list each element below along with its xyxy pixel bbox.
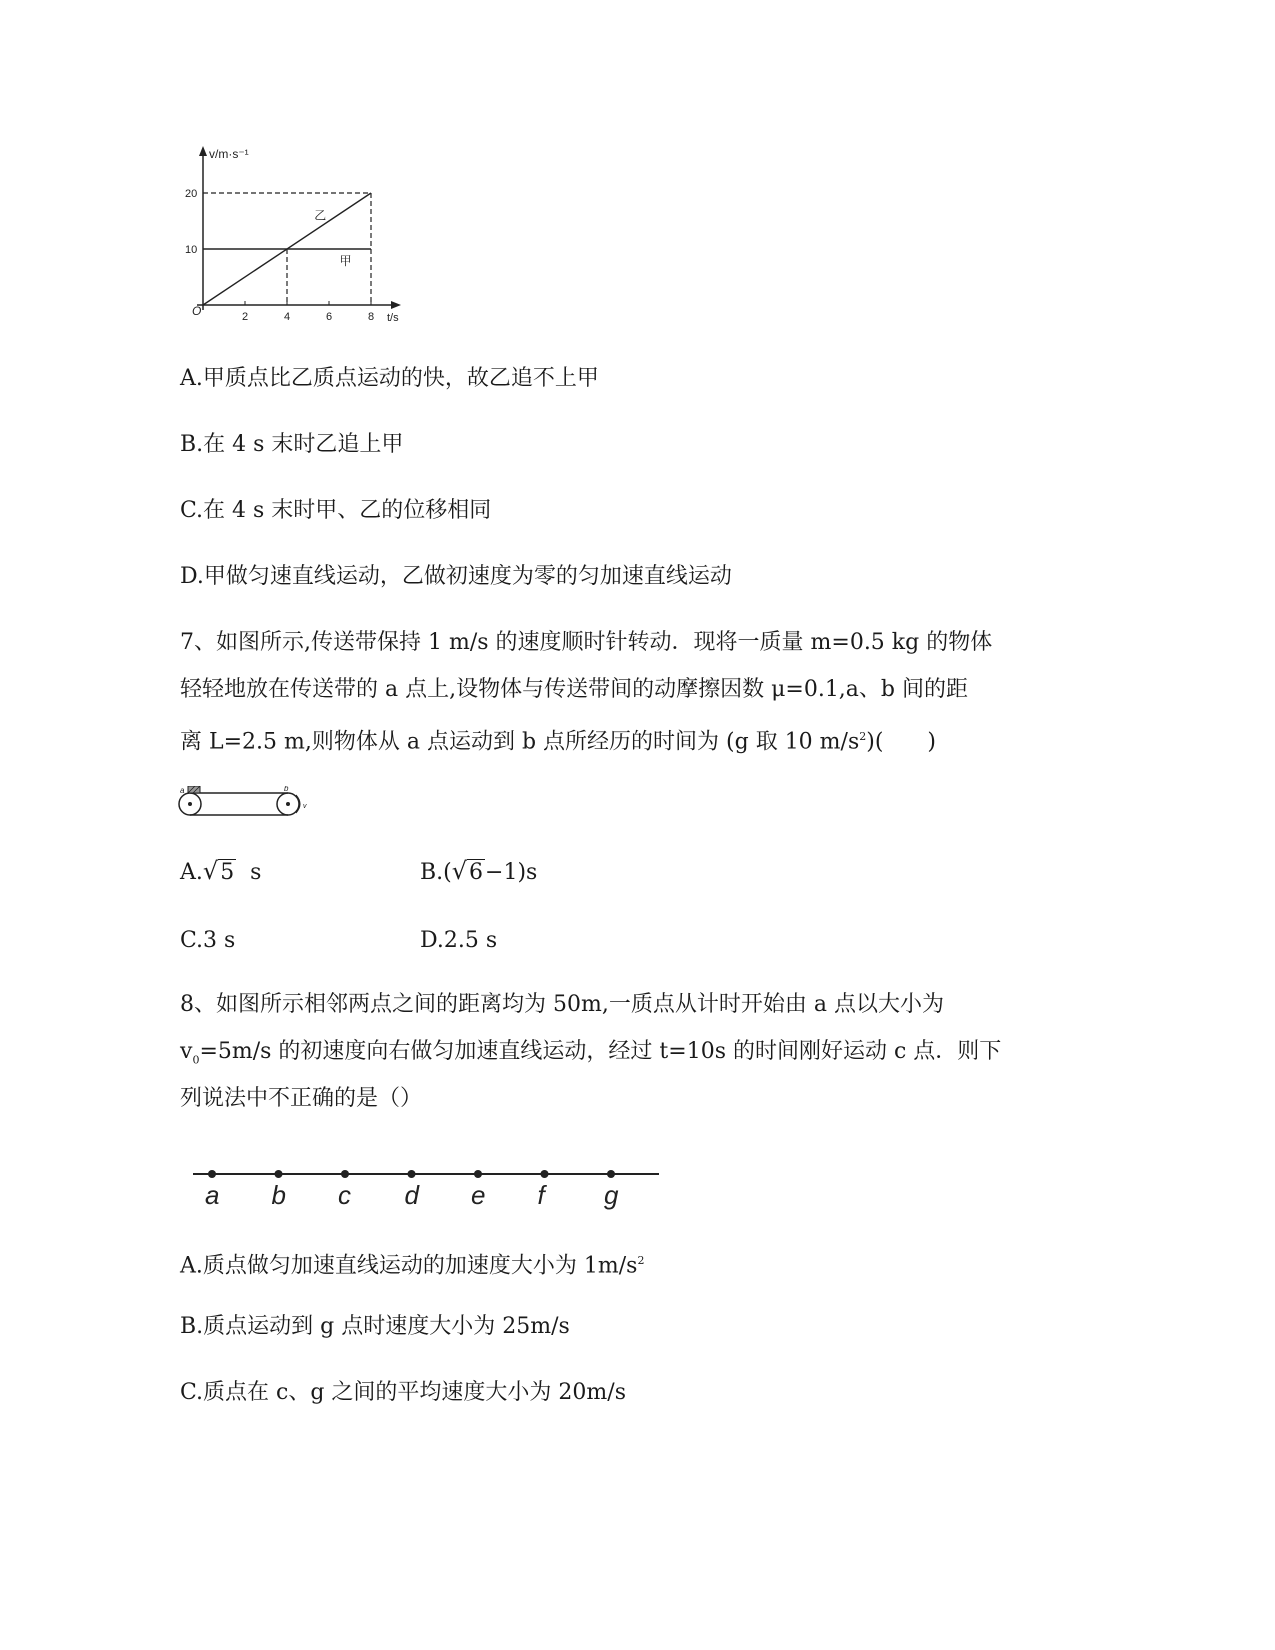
q7-option-b-suffix: −1)s bbox=[485, 860, 538, 885]
point-f bbox=[541, 1170, 549, 1178]
q7-stem-line3 bbox=[180, 722, 936, 757]
q6-option-b: B.在 4 s 末时乙追上甲 bbox=[180, 432, 404, 457]
y-axis-label: v/m·s⁻¹ bbox=[209, 147, 249, 161]
q7-option-c: C.3 s bbox=[180, 928, 236, 953]
right-pulley-axle bbox=[286, 802, 290, 806]
x-tick-label: 6 bbox=[326, 311, 333, 323]
point-b bbox=[275, 1170, 283, 1178]
point-label-d: d bbox=[404, 1180, 419, 1210]
point-label-c: c bbox=[338, 1180, 351, 1210]
series-label-jia: 甲 bbox=[339, 254, 352, 268]
q7-stem-line3-text: 离 L=2.5 m,则物体从 a 点运动到 b 点所经历的时间为 (g 取 10 m/s bbox=[180, 729, 860, 755]
q7-stem-line3-end: )( ) bbox=[866, 729, 936, 755]
sqrt-symbol: √6 bbox=[451, 857, 484, 885]
point-e bbox=[474, 1170, 482, 1178]
y-axis-arrow bbox=[199, 146, 207, 156]
q6-option-d: D.甲做匀速直线运动，乙做初速度为零的匀加速直线运动 bbox=[180, 564, 732, 589]
q8-stem-line2 bbox=[180, 1037, 1001, 1075]
q7-option-b-prefix: B.( bbox=[420, 860, 452, 885]
q7-option-a bbox=[180, 856, 261, 888]
q7-option-a-radicand: 5 bbox=[220, 860, 235, 885]
y-tick-label: 10 bbox=[185, 244, 198, 256]
q7-superscript: 2 bbox=[859, 730, 867, 743]
q8-option-a bbox=[180, 1246, 644, 1281]
q8-stem-line2-text: =5m/s 的初速度向右做匀加速直线运动，经过 t=10s 的时间刚好运动 c 点．则下 bbox=[199, 1039, 1002, 1064]
q8-stem-line3: 列说法中不正确的是（） bbox=[180, 1086, 423, 1111]
x-tick-label: 4 bbox=[284, 311, 291, 323]
x-tick-label: 2 bbox=[242, 311, 249, 323]
point-label-f: f bbox=[537, 1180, 545, 1210]
point-g bbox=[607, 1170, 615, 1178]
point-a bbox=[208, 1170, 216, 1178]
q8-option-a-text: A.质点做匀加速直线运动的加速度大小为 1m/s bbox=[180, 1253, 638, 1279]
left-pulley-axle bbox=[188, 802, 192, 806]
q8-subscript: 0 bbox=[192, 1053, 200, 1067]
q7-option-a-unit: s bbox=[236, 860, 262, 885]
origin-label: O bbox=[192, 304, 202, 318]
point-label-b: b bbox=[271, 1180, 286, 1210]
q7-option-d: D.2.5 s bbox=[420, 928, 498, 953]
q8-v-symbol: v bbox=[180, 1039, 193, 1064]
point-label-e: e bbox=[471, 1180, 486, 1210]
points-line-diagram bbox=[185, 1160, 665, 1212]
point-label-a: a bbox=[205, 1180, 220, 1210]
series-label-yi: 乙 bbox=[314, 208, 327, 223]
q6-option-a: A.甲质点比乙质点运动的快，故乙追不上甲 bbox=[180, 366, 599, 391]
point-label-g: g bbox=[604, 1180, 619, 1210]
y-tick-label: 20 bbox=[185, 188, 198, 200]
vt-graph bbox=[175, 140, 415, 330]
q8-stem-line1: 8、如图所示相邻两点之间的距离均为 50m,一质点从计时开始由 a 点以大小为 bbox=[180, 992, 944, 1017]
q7-option-b bbox=[420, 856, 537, 888]
belt-label-v: v bbox=[303, 803, 307, 810]
q7-option-a-prefix: A. bbox=[180, 860, 203, 885]
sqrt-symbol: √5 bbox=[202, 857, 235, 885]
q7-stem-line2: 轻轻地放在传送带的 a 点上,设物体与传送带间的动摩擦因数 μ=0.1,a、b 间的距 bbox=[180, 677, 968, 702]
belt-label-a: a bbox=[180, 786, 185, 795]
q7-stem-line1: 7、如图所示,传送带保持 1 m/s 的速度顺时针转动．现将一质量 m=0.5 kg 的物体 bbox=[180, 630, 993, 655]
point-d bbox=[408, 1170, 416, 1178]
q8-option-a-sup: 2 bbox=[637, 1254, 645, 1267]
x-tick-label: 8 bbox=[368, 311, 375, 323]
q7-option-b-radicand: 6 bbox=[469, 860, 484, 885]
belt-label-b: b bbox=[284, 786, 289, 793]
x-axis-label: t/s bbox=[387, 312, 399, 324]
q8-option-c: C.质点在 c、g 之间的平均速度大小为 20m/s bbox=[180, 1380, 626, 1405]
x-axis-arrow bbox=[391, 301, 401, 309]
q6-option-c: C.在 4 s 末时甲、乙的位移相同 bbox=[180, 498, 492, 523]
conveyor-belt-diagram bbox=[176, 786, 310, 820]
point-c bbox=[341, 1170, 349, 1178]
q8-option-b: B.质点运动到 g 点时速度大小为 25m/s bbox=[180, 1314, 570, 1339]
